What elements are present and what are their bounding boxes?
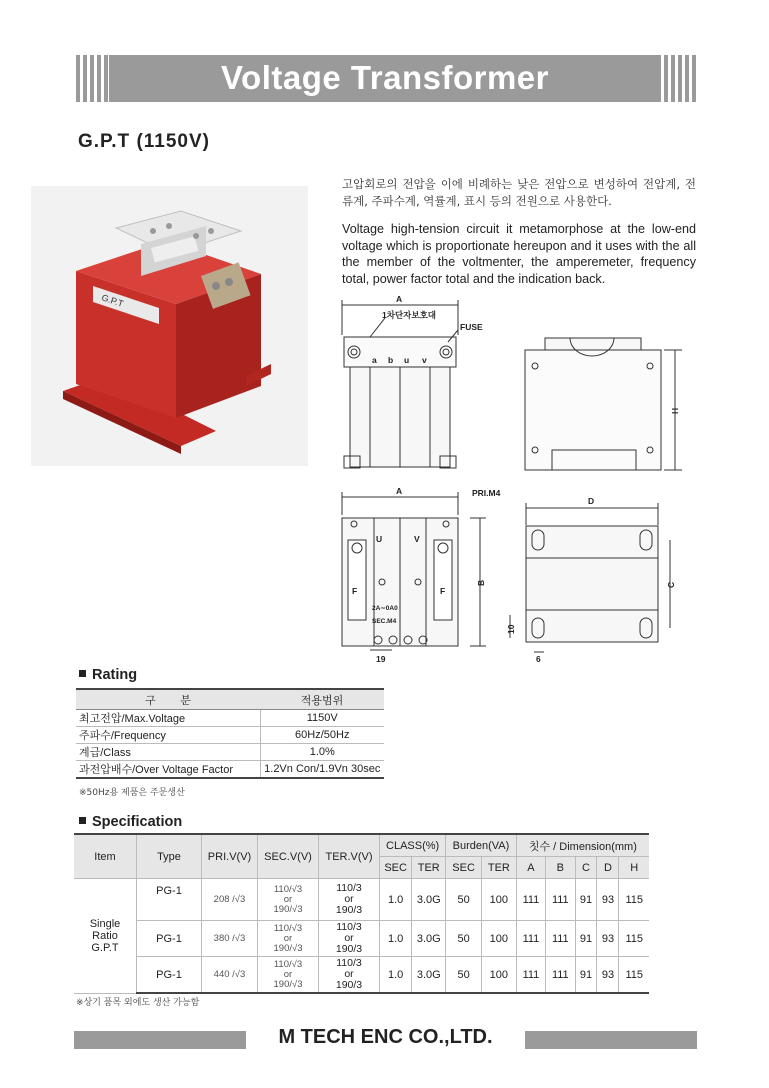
header-banner: [73, 55, 697, 102]
spec-cell: 1.0: [380, 957, 412, 994]
spec-subheader: D: [597, 857, 619, 879]
table-row: [76, 710, 384, 727]
spec-header-item: Item: [74, 834, 137, 879]
rating-header-range: 적용범위: [260, 689, 384, 710]
spec-item-cell: [74, 879, 137, 994]
spec-subheader: A: [516, 857, 545, 879]
spec-ter-line: 110/3: [336, 957, 362, 969]
rating-label: 주파수/Frequency: [76, 727, 260, 744]
spec-subheader: C: [575, 857, 597, 879]
spec-cell: 91: [575, 957, 597, 994]
table-row: [74, 957, 649, 994]
rating-value: 1.2Vn Con/1.9Vn 30sec: [260, 761, 384, 779]
spec-header-ter: TER.V(V): [319, 834, 380, 879]
spec-cell: 111: [516, 921, 545, 957]
spec-cell: 111: [516, 879, 545, 921]
rating-header-item: 구 분: [76, 689, 260, 710]
spec-ter-line: 190/3: [335, 904, 363, 916]
square-bullet-icon: [79, 670, 86, 677]
spec-ter: [319, 921, 380, 957]
spec-cell: 1.0: [380, 921, 412, 957]
description-korean: 고압회로의 전압을 이에 비례하는 낮은 전압으로 변성하여 전압계, 전류계, 주파수계, 역률계, 표시 등의 전원으로 사용한다.: [342, 177, 696, 208]
technical-drawings: [330, 290, 700, 675]
spec-sec-line: or: [283, 893, 293, 905]
product-subtitle: G.P.T (1150V): [78, 131, 210, 152]
specification-heading: [79, 814, 182, 830]
spec-cell: 111: [516, 957, 545, 994]
table-row: [76, 761, 384, 779]
product-photo: [31, 186, 308, 466]
drawing-dim-a-bottom: A: [396, 486, 403, 496]
spec-sec: [258, 957, 319, 994]
spec-header-class: CLASS(%): [380, 834, 446, 857]
rating-label: 과전압배수/Over Voltage Factor: [76, 761, 260, 779]
spec-cell: 111: [546, 879, 575, 921]
rating-value: 1150V: [260, 710, 384, 727]
spec-item-line: Single: [89, 917, 121, 930]
drawing-protect-cover: 1차단자보호대: [382, 310, 436, 320]
spec-pri: 440 /√3: [202, 957, 258, 994]
footer-bar-right: [525, 1031, 697, 1049]
specification-note: ※상기 품목 외에도 생산 가능함: [76, 998, 200, 1008]
spec-header-pri: PRI.V(V): [202, 834, 258, 879]
spec-sec-line: 110/√3: [273, 922, 303, 934]
page-title: Voltage Transformer: [221, 59, 549, 96]
photo-label: G.P.T: [100, 292, 125, 309]
spec-pri: 380 /√3: [202, 921, 258, 957]
footer-company: M TECH ENC CO.,LTD.: [278, 1026, 493, 1048]
table-row: [74, 921, 649, 957]
spec-ter: [319, 879, 380, 921]
specification-table: [74, 833, 649, 994]
square-bullet-icon: [79, 817, 86, 824]
drawing-terminal-v: v: [422, 355, 427, 365]
drawing-terminal-upper-u: U: [376, 534, 383, 544]
rating-heading-text: Rating: [92, 667, 138, 683]
spec-cell: 50: [446, 921, 482, 957]
rating-table: [76, 688, 384, 779]
spec-cell: 111: [546, 921, 575, 957]
spec-sec-line: 110/√3: [273, 958, 303, 970]
drawing-dim-b: B: [476, 579, 486, 586]
rating-note: ※50Hz용 제품은 주문생산: [79, 788, 185, 798]
spec-cell: 50: [446, 879, 482, 921]
drawing-fuse-f1: F: [352, 586, 358, 596]
drawing-dim-a-top: A: [396, 294, 403, 304]
spec-pri: 208 /√3: [202, 879, 258, 921]
spec-subheader: B: [546, 857, 575, 879]
drawing-dim-10: 10: [506, 624, 516, 634]
spec-ter-line: or: [344, 968, 354, 980]
spec-header-type: Type: [137, 834, 202, 879]
spec-subheader: TER: [481, 857, 516, 879]
spec-header-burden: Burden(VA): [446, 834, 516, 857]
spec-sec-line: 110/√3: [273, 883, 303, 895]
drawing-fuse-rating: 2A∼0A0: [372, 605, 398, 612]
spec-sec: [258, 879, 319, 921]
spec-cell: 91: [575, 921, 597, 957]
spec-ter-line: 190/3: [335, 943, 363, 955]
spec-header-sec: SEC.V(V): [258, 834, 319, 879]
spec-ter: [319, 957, 380, 994]
spec-ter-line: 110/3: [336, 882, 362, 894]
spec-ter-line: or: [344, 893, 354, 905]
footer-bar-left: [74, 1031, 246, 1049]
drawing-dim-6: 6: [536, 654, 541, 664]
spec-ter-line: or: [344, 932, 354, 944]
spec-sec-line: or: [283, 968, 293, 980]
drawing-terminal-upper-v: V: [414, 534, 420, 544]
spec-cell: 100: [481, 921, 516, 957]
drawing-terminal-b: b: [388, 355, 394, 365]
spec-sec-line: 190/√3: [273, 903, 303, 915]
drawing-terminal-u: u: [404, 355, 410, 365]
spec-cell: 3.0G: [412, 921, 446, 957]
rating-value: 60Hz/50Hz: [260, 727, 384, 744]
spec-cell: 50: [446, 957, 482, 994]
spec-cell: 93: [597, 957, 619, 994]
spec-cell: 100: [481, 957, 516, 994]
spec-ter-line: 110/3: [336, 921, 362, 933]
spec-subheader: TER: [412, 857, 446, 879]
spec-sec: [258, 921, 319, 957]
spec-cell: 115: [619, 921, 649, 957]
spec-cell: 93: [597, 921, 619, 957]
drawing-dim-c: C: [666, 581, 676, 588]
spec-cell: 93: [597, 879, 619, 921]
drawing-dim-19: 19: [376, 654, 386, 664]
spec-cell: 111: [546, 957, 575, 994]
spec-cell: 91: [575, 879, 597, 921]
spec-sec-line: or: [283, 932, 293, 944]
drawing-dim-h: H: [670, 407, 680, 414]
spec-sec-line: 190/√3: [273, 978, 303, 990]
description-english: Voltage high-tension circuit it metamorphose at the low-end voltage which is proportionate hereupon and it uses with the all the member of the voltmenter, the amperemeter, frequency total, power factor total and the indication back.: [342, 222, 696, 286]
spec-cell: 115: [619, 957, 649, 994]
drawing-sec: SEC.M4: [372, 618, 397, 625]
spec-type: PG-1: [137, 921, 202, 957]
spec-item-line: G.P.T: [91, 941, 119, 954]
table-row: [74, 879, 649, 921]
drawing-dim-d: D: [588, 496, 595, 506]
rating-value: 1.0%: [260, 744, 384, 761]
spec-subheader: SEC: [446, 857, 482, 879]
spec-subheader: H: [619, 857, 649, 879]
drawing-terminal-a: a: [372, 355, 377, 365]
spec-cell: 1.0: [380, 879, 412, 921]
spec-sec-line: 190/√3: [273, 942, 303, 954]
spec-cell: 100: [481, 879, 516, 921]
table-row: [76, 744, 384, 761]
spec-cell: 3.0G: [412, 957, 446, 994]
rating-heading: [79, 667, 137, 683]
spec-ter-line: 190/3: [335, 979, 363, 991]
drawing-fuse: FUSE: [460, 322, 483, 332]
transformer-illustration: [31, 186, 308, 466]
spec-type: PG-1: [137, 879, 202, 921]
spec-type: PG-1: [137, 957, 202, 994]
spec-item-line: Ratio: [92, 929, 118, 942]
specification-heading-text: Specification: [92, 814, 183, 830]
spec-cell: 115: [619, 879, 649, 921]
drawing-pri: PRI.M4: [472, 488, 501, 498]
spec-header-dimension: 칫수 / Dimension(mm): [516, 834, 649, 857]
table-row: [76, 727, 384, 744]
drawing-fuse-f2: F: [440, 586, 446, 596]
rating-label: 계급/Class: [76, 744, 260, 761]
rating-label: 최고전압/Max.Voltage: [76, 710, 260, 727]
spec-subheader: SEC: [380, 857, 412, 879]
spec-cell: 3.0G: [412, 879, 446, 921]
